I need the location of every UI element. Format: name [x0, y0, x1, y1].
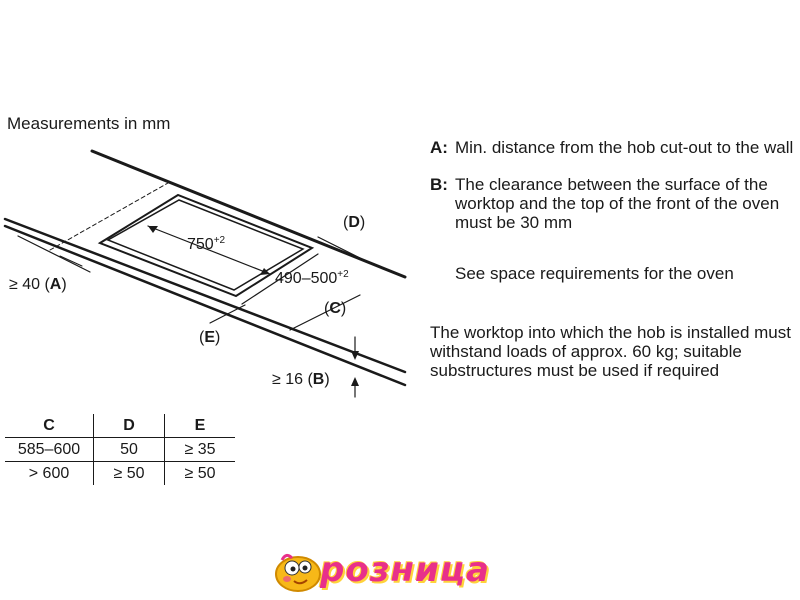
label-depth-490-500: $490-500^{+2}$ — [275, 269, 349, 287]
table-cell: 585–600 — [5, 438, 94, 462]
label-c: (C) — [324, 300, 347, 317]
note-b — [430, 175, 800, 232]
note-worktop-load: The worktop into which the hob is installed must withstand loads of approx. 60 kg; suitable substructures must be used if required — [430, 323, 791, 380]
notes-panel — [430, 138, 800, 380]
mascot-icon — [272, 548, 324, 594]
label-width-750: $750^{+2}$ — [187, 235, 226, 253]
table-row — [5, 462, 235, 486]
note-b-key: B: — [430, 175, 448, 194]
note-b-text: The clearance between the surface of the worktop and the top of the front of the oven must be 30 mm — [455, 175, 780, 232]
table-cell: > 600 — [5, 462, 94, 486]
note-a-text: Min. distance from the hob cut-out to the wall — [455, 138, 794, 157]
label-d: (D) — [343, 214, 366, 231]
note-oven-space: See space requirements for the oven — [455, 264, 734, 283]
table-cell: ≥ 35 — [165, 438, 236, 462]
brand-logo — [272, 548, 532, 594]
table-cell: ≥ 50 — [165, 462, 236, 486]
label-a: ≥ 40 (A) — [9, 276, 67, 293]
table-header-d: D — [94, 414, 165, 438]
label-b: ≥ 16 (B) — [272, 371, 330, 388]
note-a-key: A: — [430, 138, 448, 157]
b-arrowhead-bottom — [351, 377, 359, 386]
table-header-c: C — [43, 416, 55, 434]
dimension-table — [5, 414, 235, 485]
note-a — [430, 138, 800, 157]
d-dimension-line — [318, 237, 360, 258]
a-dimension-line — [18, 236, 90, 272]
table-header-row — [5, 414, 235, 438]
caption: Measurements in mm — [7, 114, 171, 133]
label-e: (E) — [199, 329, 221, 346]
b-arrowhead-top — [351, 351, 359, 360]
table-cell: ≥ 50 — [94, 462, 165, 486]
logo-text: розница — [320, 550, 490, 590]
table-cell: 50 — [94, 438, 165, 462]
table-header-e: E — [194, 416, 206, 434]
table-row — [5, 438, 235, 462]
a-tick — [60, 256, 82, 266]
